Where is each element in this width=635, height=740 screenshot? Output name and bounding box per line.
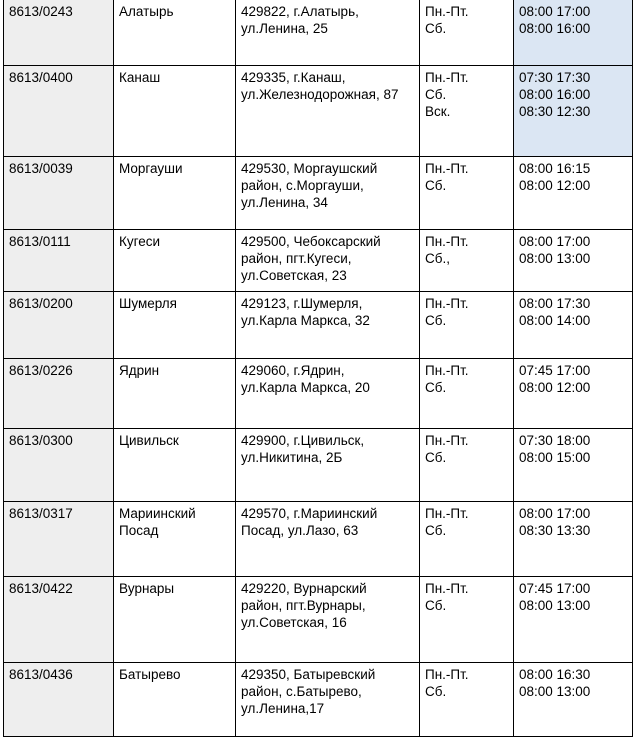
address-cell-line: ул.Никитина, 2Б xyxy=(241,450,343,465)
hours-cell-line: 08:00 15:00 xyxy=(519,450,591,465)
address-cell-line: ул.Карла Маркса, 20 xyxy=(241,380,370,395)
address-cell-line: 429900, г.Цивильск, xyxy=(241,433,365,448)
city-cell-line: Вурнары xyxy=(119,581,175,596)
hours-cell-line: 08:00 16:00 xyxy=(519,21,591,36)
address-cell-line: район, с.Моргауши, xyxy=(241,178,364,193)
hours-cell xyxy=(514,292,633,359)
hours-cell xyxy=(514,157,633,230)
address-cell-line: 429500, Чебоксарский xyxy=(241,234,381,249)
table-body xyxy=(4,0,633,737)
days-cell-line: Пн.-Пт. xyxy=(425,234,469,249)
branch-code-cell: 8613/0243 xyxy=(4,0,114,66)
branch-code-cell: 8613/0200 xyxy=(4,292,114,359)
city-cell xyxy=(114,230,236,292)
hours-cell xyxy=(514,0,633,66)
table-row xyxy=(4,66,633,157)
hours-cell-line: 08:00 17:00 xyxy=(519,4,591,19)
city-cell xyxy=(114,502,236,577)
address-cell-line: 429570, г.Мариинский xyxy=(241,506,378,521)
hours-cell-line: 08:00 14:00 xyxy=(519,313,591,328)
hours-cell-line: 08:00 13:00 xyxy=(519,684,591,699)
city-cell xyxy=(114,663,236,737)
hours-cell-line: 08:00 13:00 xyxy=(519,598,591,613)
address-cell-line: район, с.Батырево, xyxy=(241,684,362,699)
address-cell-line: район, пгт.Кугеси, xyxy=(241,251,352,266)
days-cell-line: Сб. xyxy=(425,178,447,193)
hours-cell-line: 08:00 17:00 xyxy=(519,234,591,249)
address-cell-line: 429060, г.Ядрин, xyxy=(241,363,345,378)
hours-cell-line: 07:30 17:30 xyxy=(519,70,591,85)
address-cell xyxy=(236,292,420,359)
days-cell xyxy=(420,429,514,502)
city-cell-line: Моргауши xyxy=(119,161,183,176)
days-cell xyxy=(420,157,514,230)
branch-code-cell: 8613/0111 xyxy=(4,230,114,292)
days-cell-line: Сб. xyxy=(425,598,447,613)
address-cell xyxy=(236,429,420,502)
city-cell-line: Канаш xyxy=(119,70,161,85)
branch-code-cell: 8613/0226 xyxy=(4,359,114,429)
branch-code-cell: 8613/0300 xyxy=(4,429,114,502)
days-cell xyxy=(420,502,514,577)
city-cell-line: Ядрин xyxy=(119,363,160,378)
table-row xyxy=(4,663,633,737)
address-cell-line: 429530, Моргаушский xyxy=(241,161,378,176)
hours-cell-line: 08:00 16:15 xyxy=(519,161,591,176)
hours-cell xyxy=(514,230,633,292)
address-cell-line: ул.Ленина, 34 xyxy=(241,195,328,210)
address-cell-line: район, пгт.Вурнары, xyxy=(241,598,366,613)
address-cell-line: ул.Ленина,17 xyxy=(241,701,325,716)
city-cell xyxy=(114,359,236,429)
days-cell-line: Сб. xyxy=(425,87,447,102)
city-cell xyxy=(114,429,236,502)
hours-cell-line: 08:00 13:00 xyxy=(519,251,591,266)
branch-schedule-table xyxy=(3,0,633,737)
city-cell-line: Мариинский xyxy=(119,506,196,521)
days-cell-line: Пн.-Пт. xyxy=(425,4,469,19)
hours-cell xyxy=(514,66,633,157)
days-cell xyxy=(420,0,514,66)
table-row xyxy=(4,157,633,230)
days-cell-line: Пн.-Пт. xyxy=(425,581,469,596)
address-cell-line: ул.Ленина, 25 xyxy=(241,21,328,36)
branch-code-cell: 8613/0422 xyxy=(4,577,114,663)
hours-cell-line: 08:30 13:30 xyxy=(519,523,591,538)
address-cell xyxy=(236,157,420,230)
table-row xyxy=(4,359,633,429)
address-cell xyxy=(236,577,420,663)
days-cell-line: Сб. xyxy=(425,313,447,328)
days-cell xyxy=(420,66,514,157)
days-cell xyxy=(420,359,514,429)
hours-cell-line: 08:30 12:30 xyxy=(519,104,591,119)
address-cell-line: Посад, ул.Лазо, 63 xyxy=(241,523,359,538)
days-cell xyxy=(420,230,514,292)
days-cell-line: Сб. xyxy=(425,684,447,699)
table-row xyxy=(4,292,633,359)
city-cell-line: Алатырь xyxy=(119,4,174,19)
hours-cell-line: 07:30 18:00 xyxy=(519,433,591,448)
city-cell-line: Цивильск xyxy=(119,433,179,448)
hours-cell xyxy=(514,429,633,502)
city-cell xyxy=(114,577,236,663)
city-cell-line: Посад xyxy=(119,523,159,538)
table-row xyxy=(4,230,633,292)
hours-cell xyxy=(514,502,633,577)
branch-code-cell: 8613/0317 xyxy=(4,502,114,577)
days-cell-line: Сб., xyxy=(425,251,450,266)
days-cell xyxy=(420,577,514,663)
hours-cell-line: 08:00 17:30 xyxy=(519,296,591,311)
address-cell-line: ул.Железнодорожная, 87 xyxy=(241,87,399,102)
table-row xyxy=(4,429,633,502)
address-cell xyxy=(236,230,420,292)
hours-cell-line: 08:00 16:30 xyxy=(519,667,591,682)
days-cell-line: Сб. xyxy=(425,450,447,465)
days-cell-line: Пн.-Пт. xyxy=(425,433,469,448)
days-cell-line: Сб. xyxy=(425,380,447,395)
days-cell-line: Пн.-Пт. xyxy=(425,161,469,176)
address-cell xyxy=(236,502,420,577)
hours-cell-line: 07:45 17:00 xyxy=(519,581,591,596)
days-cell-line: Сб. xyxy=(425,523,447,538)
address-cell xyxy=(236,663,420,737)
days-cell xyxy=(420,663,514,737)
table-row xyxy=(4,577,633,663)
city-cell-line: Кугеси xyxy=(119,234,161,249)
hours-cell xyxy=(514,577,633,663)
days-cell-line: Сб. xyxy=(425,21,447,36)
address-cell xyxy=(236,66,420,157)
hours-cell-line: 08:00 12:00 xyxy=(519,380,591,395)
hours-cell-line: 08:00 17:00 xyxy=(519,506,591,521)
address-cell-line: 429822, г.Алатырь, xyxy=(241,4,359,19)
branch-code-cell: 8613/0039 xyxy=(4,157,114,230)
days-cell-line: Пн.-Пт. xyxy=(425,70,469,85)
hours-cell xyxy=(514,663,633,737)
branch-code-cell: 8613/0436 xyxy=(4,663,114,737)
address-cell-line: 429123, г.Шумерля, xyxy=(241,296,363,311)
city-cell-line: Шумерля xyxy=(119,296,177,311)
days-cell-line: Пн.-Пт. xyxy=(425,296,469,311)
address-cell-line: 429220, Вурнарский xyxy=(241,581,367,596)
days-cell-line: Вск. xyxy=(425,104,451,119)
branch-code-cell: 8613/0400 xyxy=(4,66,114,157)
hours-cell xyxy=(514,359,633,429)
address-cell xyxy=(236,359,420,429)
days-cell-line: Пн.-Пт. xyxy=(425,363,469,378)
address-cell-line: ул.Карла Маркса, 32 xyxy=(241,313,370,328)
hours-cell-line: 08:00 12:00 xyxy=(519,178,591,193)
address-cell-line: 429350, Батыревский xyxy=(241,667,376,682)
table-row xyxy=(4,502,633,577)
table-row xyxy=(4,0,633,66)
days-cell-line: Пн.-Пт. xyxy=(425,667,469,682)
city-cell xyxy=(114,66,236,157)
city-cell xyxy=(114,292,236,359)
days-cell-line: Пн.-Пт. xyxy=(425,506,469,521)
hours-cell-line: 07:45 17:00 xyxy=(519,363,591,378)
address-cell xyxy=(236,0,420,66)
city-cell xyxy=(114,0,236,66)
days-cell xyxy=(420,292,514,359)
address-cell-line: ул.Советская, 23 xyxy=(241,268,347,283)
hours-cell-line: 08:00 16:00 xyxy=(519,87,591,102)
city-cell xyxy=(114,157,236,230)
city-cell-line: Батырево xyxy=(119,667,181,682)
address-cell-line: ул.Советская, 16 xyxy=(241,615,347,630)
address-cell-line: 429335, г.Канаш, xyxy=(241,70,346,85)
